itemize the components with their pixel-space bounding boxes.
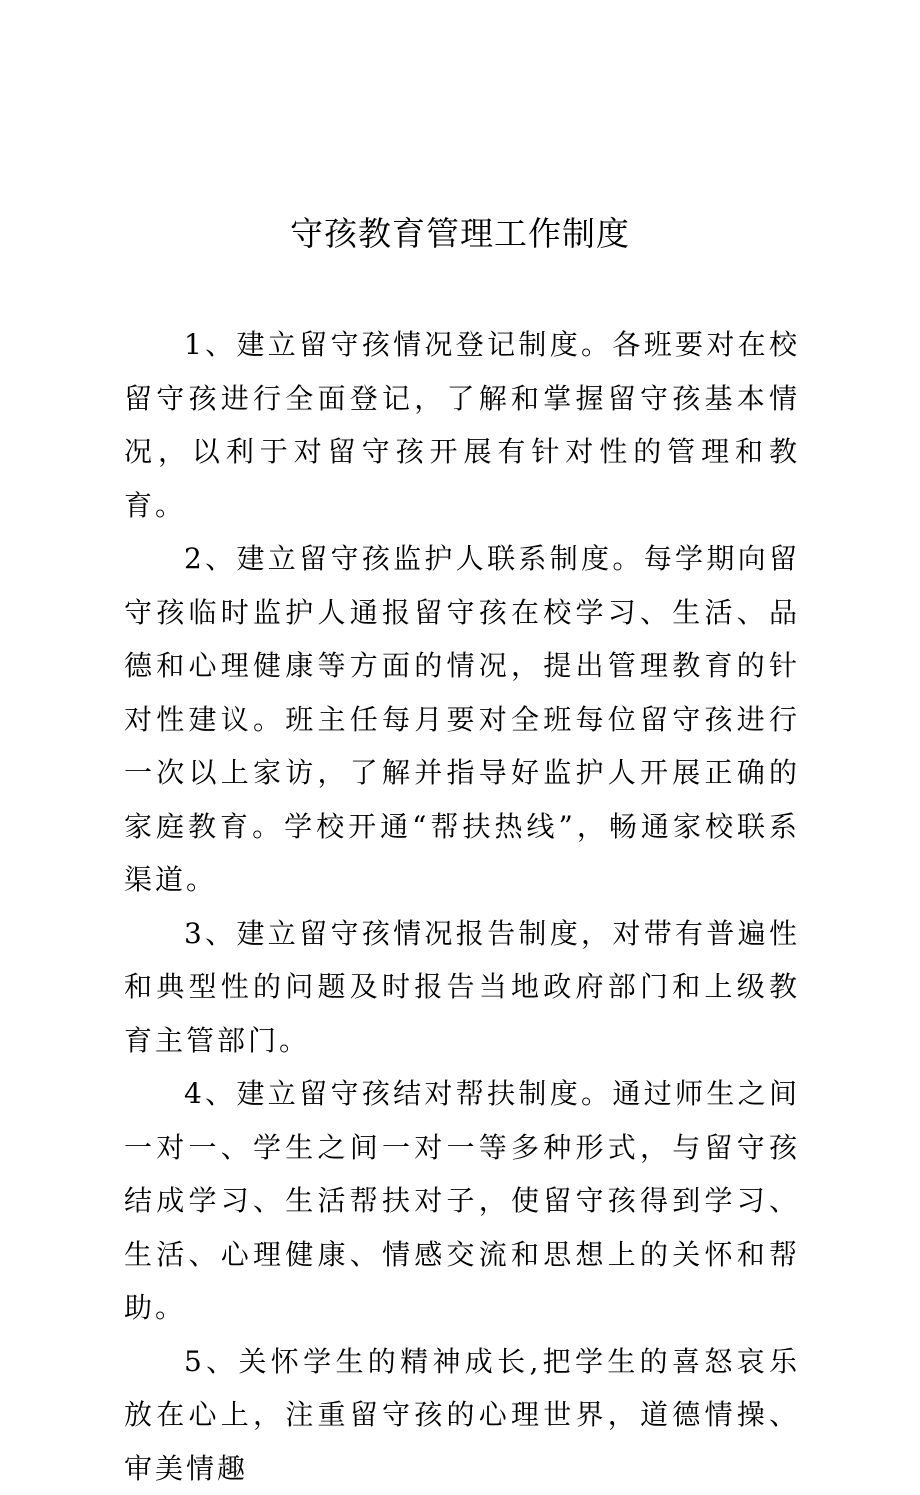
paragraph-4: 4、建立留守孩结对帮扶制度。通过师生之间一对一、学生之间一对一等多种形式，与留守孩结成学习、生活帮扶对子，使留守孩得到学习、生活、心理健康、情感交流和思想上的关怀和帮助。 bbox=[124, 1067, 800, 1335]
paragraph-3: 3、建立留守孩情况报告制度，对带有普遍性和典型性的问题及时报告当地政府部门和上级教育主管部门。 bbox=[124, 907, 800, 1068]
paragraph-2: 2、建立留守孩监护人联系制度。每学期向留守孩临时监护人通报留守孩在校学习、生活、品德和心理健康等方面的情况，提出管理教育的针对性建议。班主任每月要对全班每位留守孩进行一次以上家访，了解并指导好监护人开展正确的家庭教育。学校开通“帮扶热线”，畅通家校联系渠道。 bbox=[124, 532, 800, 907]
document-title: 守孩教育管理工作制度 bbox=[0, 206, 920, 262]
paragraph-1: 1、建立留守孩情况登记制度。各班要对在校留守孩进行全面登记，了解和掌握留守孩基本情况，以利于对留守孩开展有针对性的管理和教育。 bbox=[124, 318, 800, 532]
document-body bbox=[124, 318, 800, 1495]
paragraph-5: 5、关怀学生的精神成长,把学生的喜怒哀乐放在心上，注重留守孩的心理世界，道德情操、审美情趣 bbox=[124, 1335, 800, 1495]
